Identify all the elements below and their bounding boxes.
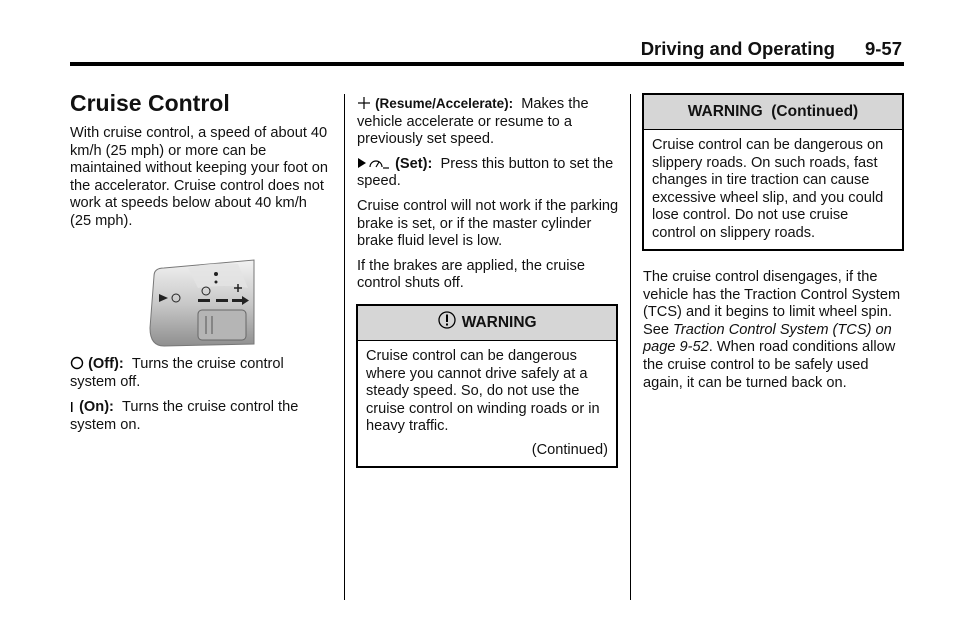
warning-title: WARNING (461, 314, 537, 331)
off-label: (Off): (88, 356, 124, 372)
intro-paragraph: With cruise control, a speed of about 40 km/h (25 mph) or more can be maintained without keeping your foot on the accelerator. Cruise control does not work at speeds below about 40 km/h (25 mph). (70, 125, 328, 229)
continued-note: (Continued) (531, 441, 608, 458)
off-text: Turns the cruise control system off. (70, 356, 284, 390)
warning-continued-body (644, 130, 902, 249)
set-text: Press this button to set the speed. (357, 155, 614, 190)
warning-continued-header: WARNING (Continued) (644, 95, 902, 130)
running-header (641, 38, 902, 60)
warning-body (358, 341, 616, 466)
on-text: Turns the cruise control the system on. (70, 399, 299, 433)
tcs-paragraph (643, 269, 905, 392)
warning-continued-text: Cruise control can be dangerous on slippery roads. On such roads, fast changes in tire traction can cause excessive wheel slip, and you could lose control. Do not use cruise control on slippery roads. (652, 137, 884, 241)
column-3 (643, 269, 905, 399)
resume-label: (Resume/Accelerate): (375, 96, 514, 111)
page-number: 9-57 (864, 38, 902, 59)
tcs-text-before: The cruise control disengages, if the vehicle has the Traction Control System (TCS) and it begins to limit wheel spin. See (643, 269, 901, 338)
section-title: Driving and Operating (640, 38, 835, 59)
column-1-lower (70, 356, 332, 441)
resume-text: Makes the vehicle accelerate or resume to a previously set speed. (357, 96, 589, 148)
header-rule (70, 62, 904, 66)
warning-icon (437, 311, 457, 329)
column-2 (357, 95, 619, 300)
column-1 (70, 125, 332, 238)
resume-plus-icon (357, 96, 371, 110)
on-description (70, 399, 332, 434)
off-description (70, 356, 332, 391)
warning-continued-box (642, 93, 904, 251)
set-speedometer-icon (357, 156, 391, 170)
page-title: Cruise Control (70, 90, 230, 116)
on-bar-icon (70, 401, 75, 413)
column-divider-2 (630, 94, 631, 600)
cruise-control-stalk-illustration (148, 258, 256, 348)
on-label: (On): (79, 399, 114, 416)
resume-description (357, 95, 619, 149)
warning-text: Cruise control can be dangerous where you cannot drive safely at a steady speed. So, do not use the cruise control on winding roads or in heavy traffic. (366, 348, 600, 435)
set-description (357, 156, 619, 191)
warning-box (356, 304, 618, 468)
tcs-text-after: . When road conditions allow the cruise control to be safely used again, it can be turned back on. (643, 339, 896, 391)
brakes-paragraph: If the brakes are applied, the cruise control shuts off. (357, 257, 585, 292)
parking-brake-paragraph: Cruise control will not work if the parking brake is set, or if the master cylinder brake fluid level is low. (357, 197, 619, 250)
warning-header (358, 306, 616, 341)
column-divider-1 (344, 94, 345, 600)
set-label: (Set): (395, 155, 433, 172)
tcs-reference-link[interactable]: Traction Control System (TCS) on page 9-52 (643, 321, 892, 356)
off-circle-icon (70, 356, 84, 370)
